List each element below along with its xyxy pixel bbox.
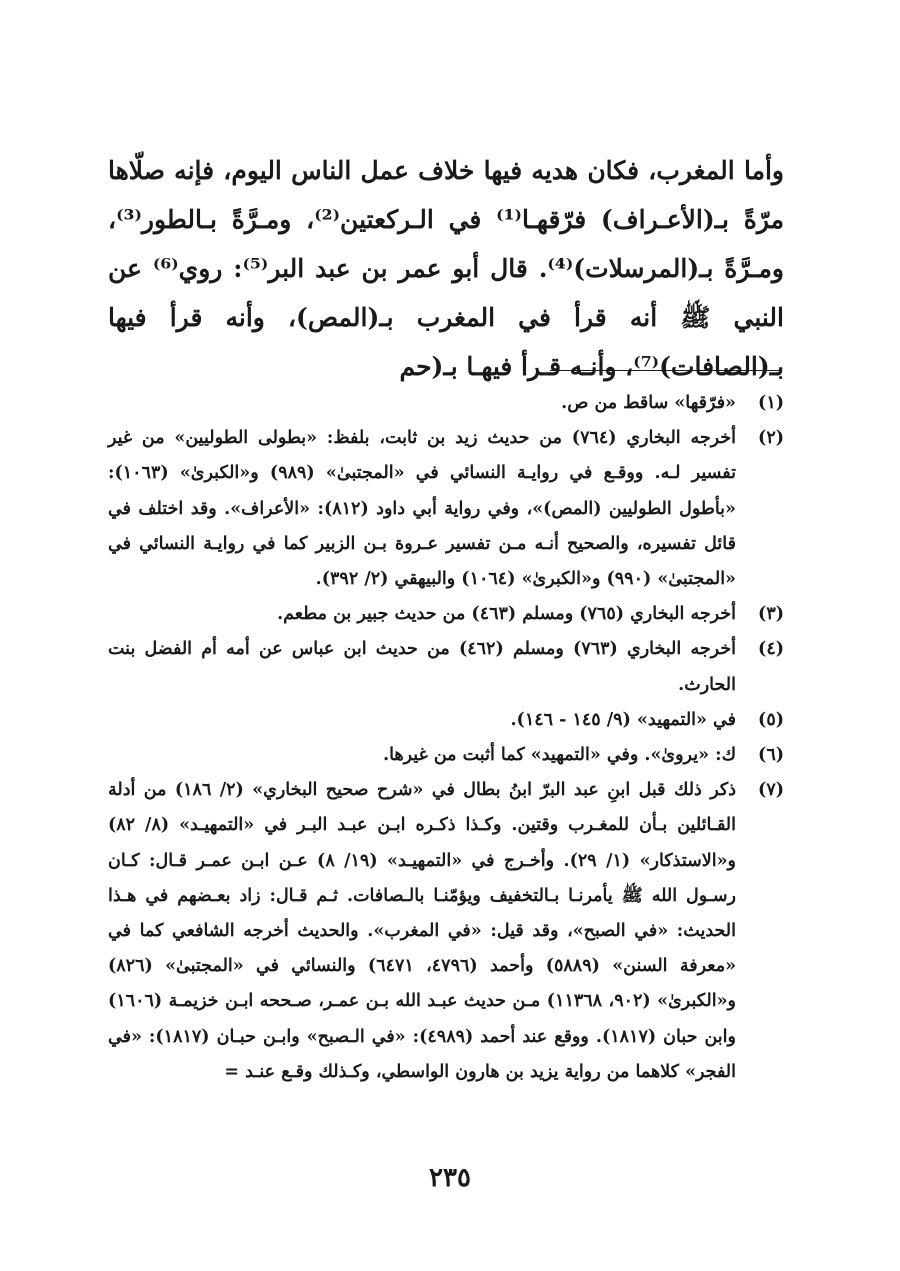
footnote-number: (٦) [758,745,784,766]
footnote [108,632,784,702]
footnote-number: (٤) [758,639,784,660]
footnote-text: في «التمهيد» (٩/ ١٤٥ - ١٤٦). [510,709,736,730]
footnote [108,738,784,773]
footnote-number: (١) [758,393,784,413]
footnote-number: (٣) [758,604,784,625]
main-text-block [108,146,784,391]
footnotes-list [108,386,784,1090]
footnote-text: ك: «يروىٰ». وفي «التمهيد» كما أثبت من غيرها. [383,745,736,766]
footnote [108,421,784,597]
footnote [108,386,784,421]
footnote-text: أخرجه البخاري (٧٦٤) من حديث زيد بن ثابت، بلفظ: «بطولى الطوليين» من غير تفسير لـه. ووقـع في روايـة النسائي في «المجتبىٰ» (٩٨٩) و«الكبرىٰ» (١٠٦٣): «بأطول الطوليين (المص)»، وفي رواية أبي داود (٨١٢): «الأعراف». وقد اختلف في قائل تفسيره، والصحيح أنـه مـن تفسير عـروة بـن الزبير كما في روايـة النسائي في «المجتبىٰ» (٩٩٠) و«الكبرىٰ» (١٠٦٤) والبيهقي (٢/ ٣٩٢). [108,428,736,590]
page-number: ٢٣٥ [429,1163,471,1193]
main-paragraph: وأما المغرب، فكان هديه فيها خلاف عمل الناس اليوم، فإنه صلّاها مرّةً بـ(الأعـراف) فرّقهـا⁽¹⁾ في الـركعتين⁽²⁾، ومـرَّةً بـالطور⁽³⁾، ومـرَّةً بـ(المرسلات)⁽⁴⁾. قال أبو عمر بن عبد البر⁽⁵⁾: روي⁽⁶⁾ عن النبي ﷺ أنه قرأ في المغرب بـ(المص)، وأنه قرأ فيها بـ(الصافات)⁽⁷⁾، وأنـه قـرأ فيهـا بـ(حم [108,156,785,381]
footnote-number: (٥) [758,709,784,730]
footnote-text: أخرجه البخاري (٧٦٣) ومسلم (٤٦٢) من حديث ابن عباس عن أمه أم الفضل بنت الحارث. [108,639,736,695]
footnote-text: أخرجه البخاري (٧٦٥) ومسلم (٤٦٣) من حديث جبير بن مطعم. [277,604,736,625]
footnote [108,703,784,738]
footnote [108,773,784,1090]
footnote-text: «فرّقها» ساقط من ص. [561,393,736,413]
footnote-text: ذكر ذلك قبل ابنِ عبد البرّ ابنُ بطال في «شرح صحيح البخاري» (٢/ ١٨٦) من أدلة القـائلين بـأن للمغـرب وقتين. وكـذا ذكـره ابـن عبـد البـر في «التمهيـد» (٨/ ٨٢) و«الاستذكار» (١/ ٢٩). وأخـرج في «التمهيـد» (١٩/ ٨) عـن ابـن عمـر قـال: كـان رسـول الله ﷺ يأمرنـا بـالتخفيف ويؤمّنـا بالـصافات. ثـم قـال: زاد بعـضهم في هـذا الحديث: «في الصبح»، وقد قيل: «في المغرب». والحديث أخرجه الشافعي كما في «معرفة السنن» (٥٨٨٩) وأحمد (٤٧٩٦، ٦٤٧١) والنسائي في «المجتبىٰ» (٨٢٦) و«الكبرىٰ» (٩٠٢، ١١٣٦٨) مـن حديث عبـد الله بـن عمـر، صـححه ابـن خزيمـة (١٦٠٦) وابن حبان (١٨١٧). ووقع عند أحمد (٤٩٨٩): «في الـصبح» وابـن حبـان (١٨١٧): «في الفجر» كلاهما من رواية يزيد بن هارون الواسطي، وكـذلك وقـع عنـد = [108,780,737,1082]
footnote-separator [550,370,782,371]
footnote-number: (٢) [758,428,784,449]
footnote [108,597,784,632]
footnote-number: (٧) [758,780,784,801]
